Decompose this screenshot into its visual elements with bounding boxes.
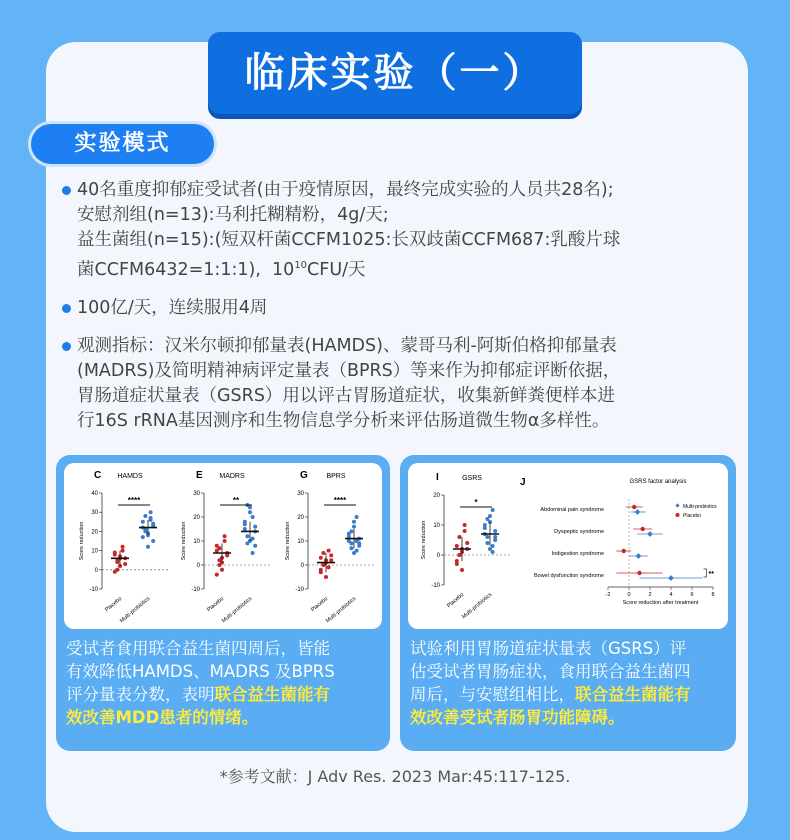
legend-probiotic-marker: [675, 503, 679, 507]
probiotic-point: [253, 544, 257, 548]
placebo-point: [321, 563, 325, 567]
placebo-point: [223, 539, 227, 543]
text-line: 益生菌组(n=15):(短双杆菌CCFM1025:长双歧菌CCFM687:乳酸片球: [77, 230, 621, 250]
placebo-point: [319, 570, 323, 574]
placebo-point: [123, 562, 127, 566]
text-line: 40名重度抑郁症受试者(由于疫情原因，最终完成实验的人员共28名);: [77, 180, 614, 200]
probiotic-point: [141, 520, 145, 524]
y-tick-label: 40: [91, 491, 98, 497]
group-label: Placebo: [206, 595, 226, 614]
panel-title: HAMDS: [117, 473, 143, 480]
y-tick-label: 30: [297, 491, 304, 497]
reference: *参考文献：J Adv Res. 2023 Mar:45:117-125.: [219, 767, 571, 786]
placebo-point: [455, 544, 459, 548]
x-tick-label: 8: [711, 592, 715, 598]
group-label: Multi-probiotics: [325, 595, 358, 625]
placebo-marker: [632, 505, 636, 509]
text-fragment: 菌CCFM6432=1:1:1),: [77, 259, 261, 280]
y-tick-label: 0: [196, 563, 200, 569]
y-axis-label: Score reduction: [181, 521, 187, 561]
y-tick-label: 0: [436, 553, 440, 559]
probiotic-point: [251, 515, 255, 519]
x-tick-label: 4: [669, 592, 673, 598]
title-banner: [208, 32, 582, 114]
x-tick-label: 0: [627, 592, 631, 598]
dose-exponent: 10: [294, 260, 308, 271]
probiotic-point: [149, 516, 153, 520]
text-line: 胃肠道症状量表（GSRS）用以评古胃肠道症状，收集新鲜粪便样本进: [77, 385, 615, 406]
y-tick-label: -10: [89, 587, 98, 593]
probiotic-point: [483, 523, 487, 527]
placebo-point: [121, 545, 125, 549]
caption-line: 有效降低HAMDS、MADRS 及BPRS: [66, 662, 335, 681]
page-title: 临床实验（一）: [244, 50, 546, 96]
figure-hamds-madrs-bprs: [64, 463, 382, 629]
y-tick-label: -10: [191, 587, 200, 593]
section-label: 实验模式: [31, 124, 214, 164]
group-label: Placebo: [104, 595, 124, 614]
panel-title: GSRS: [462, 475, 482, 482]
probiotic-point: [248, 505, 252, 509]
placebo-point: [327, 549, 331, 553]
forest-title: GSRS factor analysis: [629, 479, 687, 485]
left-panel: [56, 455, 390, 751]
probiotic-point: [245, 541, 249, 545]
probiotic-point: [491, 550, 495, 554]
significance-bracket: [704, 569, 707, 577]
caption-line: [66, 683, 386, 706]
text-line: 行16S rRNA基因测序和生物信息学分析来评估肠道微生物α多样性。: [77, 410, 610, 431]
probiotic-point: [251, 551, 255, 555]
right-panel: [400, 455, 736, 751]
y-tick-label: 10: [193, 539, 200, 545]
dose-unit: CFU/天: [307, 259, 366, 280]
caption-line: 试验利用胃肠道症状量表（GSRS）评: [410, 639, 687, 658]
panel-letter: E: [196, 470, 203, 481]
probiotic-point: [149, 510, 153, 514]
group-label: Placebo: [446, 591, 466, 610]
x-axis-label: Score reduction after treatment: [622, 600, 699, 606]
y-tick-label: 10: [91, 548, 98, 555]
bullet-list: [62, 178, 730, 447]
text-line: 安慰剂组(n=13):马利托糊精粉，4g/天;: [77, 205, 389, 225]
group-label: Multi-probiotics: [221, 595, 254, 625]
placebo-point: [220, 568, 224, 572]
x-tick-label: 6: [690, 592, 694, 598]
caption-highlight: 效改善受试者肠胃功能障碍。: [410, 708, 625, 727]
probiotic-point: [493, 529, 497, 533]
forest-row-label: Bowel dysfunction syndrome: [533, 573, 604, 579]
placebo-point: [115, 568, 119, 572]
left-caption: [66, 637, 386, 729]
placebo-point: [463, 529, 467, 533]
placebo-point: [329, 558, 333, 562]
placebo-point: [457, 553, 461, 557]
y-tick-label: -10: [295, 587, 304, 593]
y-tick-label: 10: [433, 523, 440, 529]
placebo-point: [455, 562, 459, 566]
left-figure: [64, 463, 382, 629]
probiotic-point: [151, 539, 155, 543]
probiotic-point: [143, 514, 147, 518]
bullet-design: [62, 178, 730, 283]
probiotic-point: [485, 541, 489, 545]
y-tick-label: 30: [193, 491, 200, 497]
probiotic-point: [146, 545, 150, 549]
panel-title: BPRS: [326, 473, 346, 480]
forest-row-label: Dyspeptic syndrome: [554, 529, 604, 535]
text-line: [77, 253, 730, 283]
probiotic-marker: [647, 531, 653, 537]
y-tick-label: 20: [91, 529, 98, 536]
panel-letter: J: [520, 477, 526, 488]
probiotic-point: [349, 541, 353, 545]
y-axis-label: Score reduction: [79, 521, 85, 561]
probiotic-point: [491, 544, 495, 548]
placebo-point: [463, 523, 467, 527]
caption-highlight: 联合益生菌能有: [575, 685, 691, 704]
y-tick-label: 0: [300, 563, 304, 569]
significance-stars: ****: [333, 496, 347, 505]
y-tick-label: -10: [431, 583, 440, 589]
figure-gsrs: [408, 463, 728, 629]
caption-fragment: 周后，与安慰组相比，: [410, 685, 575, 704]
text-line: 观测指标：汉米尔顿抑郁量表(HAMDS)、蒙哥马利-阿斯伯格抑郁量表: [77, 335, 617, 356]
probiotic-point: [352, 525, 356, 529]
group-label: Multi-probiotics: [461, 591, 494, 621]
placebo-marker: [622, 549, 626, 553]
dose-base: 10: [272, 259, 295, 280]
placebo-point: [121, 549, 125, 553]
placebo-point: [457, 535, 461, 539]
panel-letter: I: [436, 472, 439, 483]
placebo-point: [215, 573, 219, 577]
legend-label: Multi-probiotics: [683, 504, 717, 510]
caption-fragment: 评分量表分数，表明: [66, 685, 215, 704]
significance-stars: *: [474, 498, 478, 507]
y-tick-label: 0: [94, 567, 98, 574]
placebo-point: [113, 551, 117, 555]
probiotic-point: [355, 515, 359, 519]
x-tick-label: 2: [648, 592, 652, 598]
probiotic-point: [347, 532, 351, 536]
panel-title: MADRS: [219, 473, 245, 480]
placebo-point: [217, 546, 221, 550]
probiotic-point: [491, 508, 495, 512]
placebo-point: [223, 534, 227, 538]
legend-label: Placebo: [683, 513, 702, 519]
y-axis-label: Score reduction: [421, 520, 427, 560]
group-label: Multi-probiotics: [119, 595, 152, 625]
significance-stars: **: [708, 571, 715, 578]
probiotic-point: [245, 534, 249, 538]
probiotic-point: [243, 527, 247, 531]
probiotic-point: [243, 522, 247, 526]
probiotic-marker: [636, 553, 642, 559]
probiotic-point: [357, 541, 361, 545]
placebo-point: [321, 551, 325, 555]
panel-letter: G: [300, 470, 308, 481]
placebo-point: [465, 541, 469, 545]
placebo-point: [324, 575, 328, 579]
y-tick-label: 10: [297, 539, 304, 545]
probiotic-marker: [635, 509, 641, 515]
caption-line: 估受试者胃肠症状，食用联合益生菌四: [410, 662, 691, 681]
probiotic-point: [488, 514, 492, 518]
probiotic-point: [352, 520, 356, 524]
y-tick-label: 20: [193, 515, 200, 521]
probiotic-point: [251, 537, 255, 541]
significance-stars: **: [232, 496, 240, 505]
bullet-measures: [62, 334, 730, 434]
probiotic-point: [485, 535, 489, 539]
right-figure: [408, 463, 728, 629]
caption-line: [410, 683, 732, 706]
group-label: Placebo: [310, 595, 330, 614]
y-tick-label: 30: [91, 510, 98, 517]
probiotic-point: [248, 510, 252, 514]
caption-highlight: 效改善MDD患者的情绪。: [66, 708, 259, 727]
placebo-point: [327, 565, 331, 569]
probiotic-point: [253, 525, 257, 529]
x-tick-label: -2: [605, 592, 611, 598]
bullet-dosage: [62, 296, 730, 321]
legend-placebo-marker: [676, 513, 680, 517]
placebo-point: [319, 556, 323, 560]
y-axis-label: Score reduction: [285, 521, 291, 561]
placebo-point: [460, 568, 464, 572]
placebo-marker: [637, 571, 641, 575]
forest-row-label: Abdominal pain syndrome: [540, 507, 604, 513]
probiotic-marker: [668, 575, 674, 581]
probiotic-point: [349, 546, 353, 550]
y-tick-label: 20: [433, 493, 440, 499]
probiotic-point: [141, 535, 145, 539]
significance-stars: ****: [127, 496, 141, 505]
probiotic-point: [493, 535, 497, 539]
caption-line: 受试者食用联合益生菌四周后，皆能: [66, 639, 330, 658]
right-caption: [410, 637, 732, 729]
text-line: 100亿/天，连续服用4周: [77, 297, 268, 318]
caption-highlight: 联合益生菌能有: [214, 685, 330, 704]
forest-row-label: Indigestion syndrome: [551, 551, 604, 557]
text-line: (MADRS)及简明精神病评定量表（BPRS）等来作为抑郁症评断依据，: [77, 360, 621, 381]
placebo-point: [329, 553, 333, 557]
placebo-point: [115, 560, 119, 564]
y-tick-label: 20: [297, 515, 304, 521]
placebo-marker: [640, 527, 644, 531]
panel-letter: C: [94, 470, 102, 481]
probiotic-point: [355, 549, 359, 553]
